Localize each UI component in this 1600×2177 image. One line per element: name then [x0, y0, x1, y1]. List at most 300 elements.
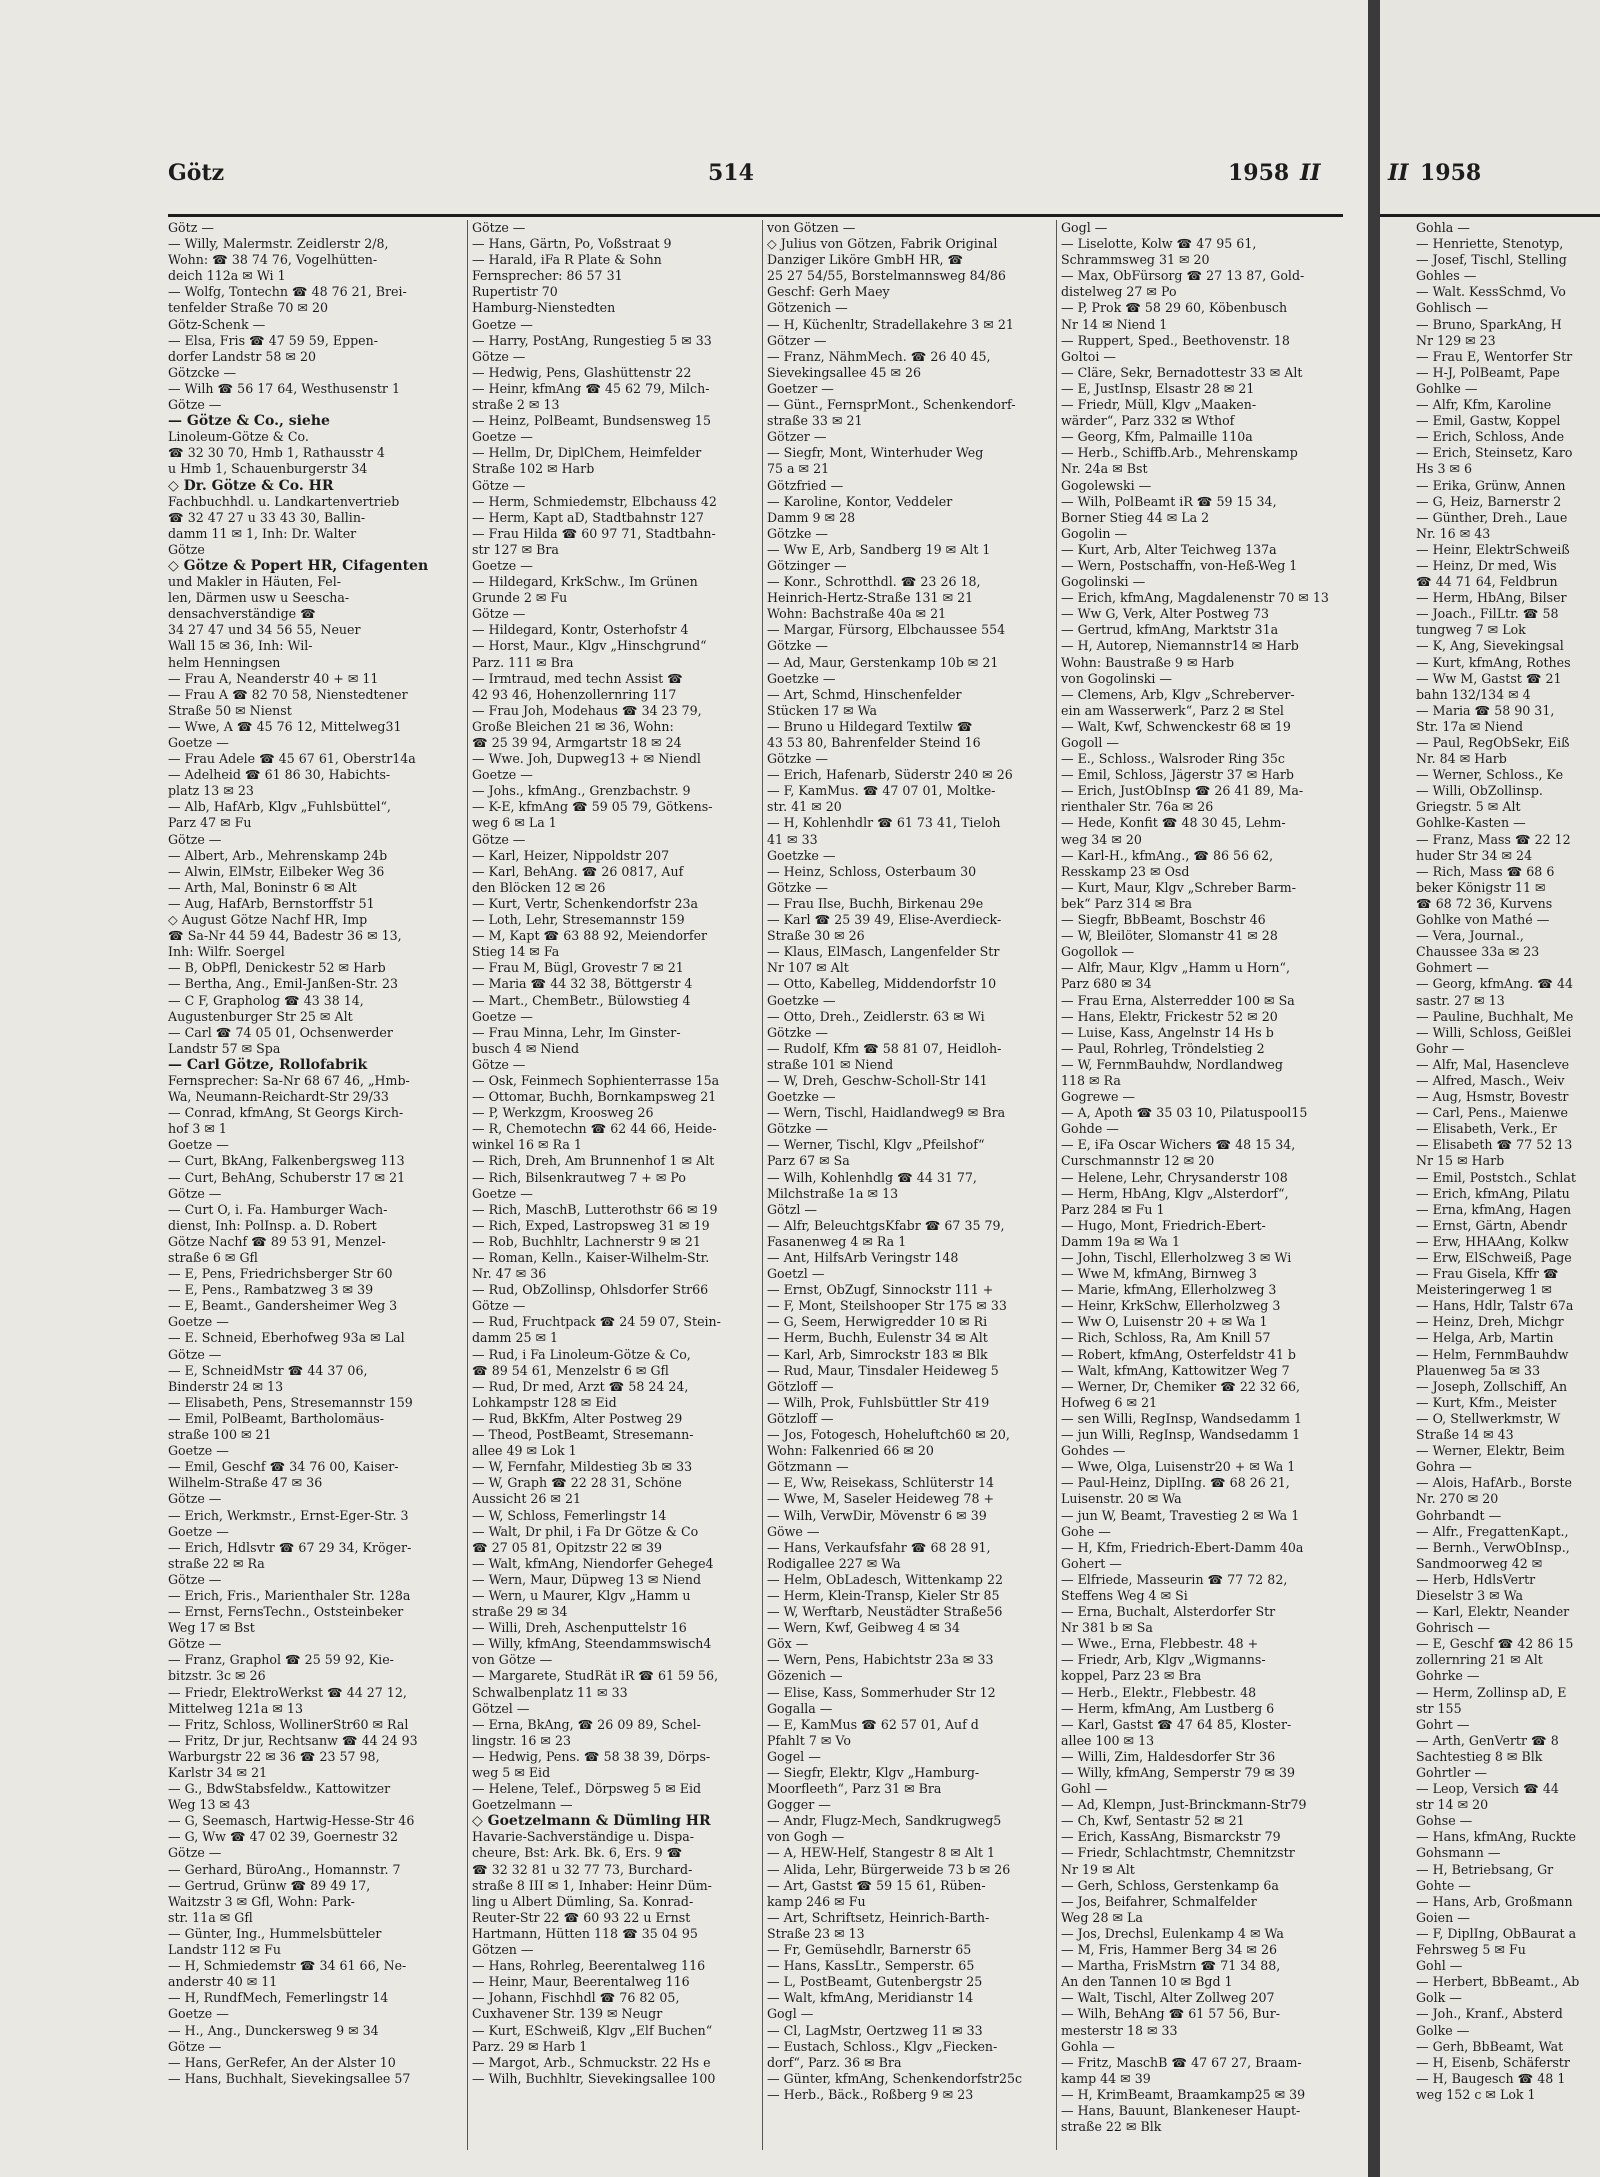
directory-entry-line: len, Därmen usw u Seescha-	[168, 590, 350, 606]
directory-entry-line: Borner Stieg 44 ✉ La 2	[1061, 509, 1210, 525]
directory-entry-line: Götzloff —	[767, 1410, 834, 1426]
directory-entry-line: — Margot, Arb., Schmuckstr. 22 Hs e	[472, 2054, 711, 2070]
column-divider	[1056, 220, 1057, 2150]
directory-entry-line: — Irmtraud, med techn Assist ☎	[472, 670, 683, 686]
directory-entry-line: — Maria ☎ 58 90 31,	[1416, 702, 1555, 718]
directory-entry-line: — Frau E, Wentorfer Str	[1416, 348, 1573, 364]
directory-entry-line: Götze —	[472, 606, 526, 622]
directory-entry-line: — Hildegard, KrkSchw., Im Grünen	[472, 574, 698, 590]
directory-entry-line: — Leop, Versich ☎ 44	[1416, 1781, 1559, 1797]
directory-entry-line: — Alfr, Kfm, Karoline	[1416, 397, 1552, 413]
directory-entry-line: Straße 50 ✉ Nienst	[168, 702, 292, 718]
directory-entry-line: Götzl —	[767, 1201, 817, 1217]
directory-entry-line: — Ottomar, Buchh, Bornkampsweg 21	[472, 1089, 717, 1105]
directory-entry-line: — Rudolf, Kfm ☎ 58 81 07, Heidloh-	[767, 1040, 1002, 1056]
directory-entry-line: str. 11a ✉ Gfl	[168, 1909, 253, 1925]
directory-entry-line: — Wwe, Olga, Luisenstr20 + ✉ Wa 1	[1061, 1459, 1296, 1475]
directory-entry-line: — Eustach, Schloss., Klgv „Fiecken-	[767, 2038, 998, 2054]
directory-entry-line: — Willy, kfmAng, Semperstr 79 ✉ 39	[1061, 1765, 1296, 1780]
directory-entry-line: — Helga, Arb, Martin	[1416, 1330, 1554, 1346]
directory-entry-line: Götzer —	[767, 332, 827, 348]
directory-entry-line: — Ad, Klempn, Just-Brinckmann-Str79	[1061, 1797, 1307, 1813]
directory-entry-line: — Walt, kfmAng, Niendorfer Gehege4	[472, 1555, 714, 1571]
directory-entry-line: Linoleum-Götze & Co.	[168, 429, 309, 445]
directory-entry-line: — Karoline, Kontor, Veddeler	[767, 493, 953, 509]
directory-entry-line: — Elisabeth, Pens, Stresemannstr 159	[168, 1394, 413, 1410]
directory-entry-line: — Günther, Dreh., Laue	[1416, 509, 1568, 525]
directory-entry-line: Goetze —	[168, 2006, 229, 2022]
directory-entry-line: Lohkampstr 128 ✉ Eid	[472, 1394, 617, 1410]
directory-entry-line: Götzenich —	[767, 300, 848, 316]
directory-entry-line: Götzke —	[767, 1024, 829, 1040]
directory-entry-line: — Rud, BkKfm, Alter Postweg 29	[472, 1410, 683, 1426]
directory-entry-line: Cuxhavener Str. 139 ✉ Neugr	[472, 2006, 663, 2022]
directory-entry-line: Nr. 16 ✉ 43	[1416, 525, 1491, 541]
directory-entry-line: allee 49 ✉ Lok 1	[472, 1443, 577, 1459]
directory-entry-line: Wohn: Falkenried 66 ✉ 20	[767, 1443, 934, 1459]
directory-entry-line: — H., Ang., Dunckersweg 9 ✉ 34	[168, 2022, 379, 2038]
directory-entry-line: weg 152 c ✉ Lok 1	[1416, 2086, 1536, 2102]
directory-entry-line: Goetzke —	[767, 992, 836, 1008]
directory-entry-line: — Rud, Maur, Tinsdaler Heideweg 5	[767, 1362, 999, 1378]
directory-entry-line: Golke —	[1416, 2022, 1470, 2038]
directory-entry-line: Nr 14 ✉ Niend 1	[1061, 316, 1168, 332]
directory-entry-line: Landstr 112 ✉ Fu	[168, 1942, 282, 1958]
directory-entry-line: — Günt., FernsprMont., Schenkendorf-	[767, 397, 1016, 413]
directory-entry-line: rienthaler Str. 76a ✉ 26	[1061, 799, 1214, 815]
column-4	[1061, 220, 1351, 2160]
column-3	[767, 220, 1052, 2160]
directory-entry-line: ◇ Götze & Popert HR, Cifagenten	[168, 557, 429, 574]
directory-entry-line: — Friedr, Schlachtmstr, Chemnitzstr	[1061, 1845, 1295, 1861]
directory-entry-line: Sachtestieg 8 ✉ Blk	[1416, 1748, 1543, 1764]
directory-entry-line: und Makler in Häuten, Fel-	[168, 574, 341, 590]
directory-entry-line: Goetze —	[168, 735, 229, 750]
directory-entry-line: — Emil, Gastw, Koppel	[1416, 413, 1561, 429]
directory-entry-line: — Rud, Fruchtpack ☎ 24 59 07, Stein-	[472, 1314, 721, 1330]
directory-entry-line: Nr. 84 ✉ Harb	[1416, 751, 1507, 767]
directory-entry-line: — Luise, Kass, Angelnstr 14 Hs b	[1061, 1024, 1274, 1040]
directory-entry-line: Hartmann, Hütten 118 ☎ 35 04 95	[472, 1925, 698, 1941]
directory-entry-line: von Götze —	[472, 1652, 553, 1668]
directory-entry-line: — Wwe M, kfmAng, Birnweg 3	[1061, 1266, 1257, 1282]
directory-entry-line: — Franz, Graphol ☎ 25 59 92, Kie-	[168, 1652, 394, 1668]
directory-entry-line: Binderstr 24 ✉ 13	[168, 1378, 284, 1394]
directory-entry-line: — Alfred, Masch., Weiv	[1416, 1072, 1565, 1088]
directory-entry-line: Götzke —	[767, 1121, 829, 1137]
directory-entry-line: Karlstr 34 ✉ 21	[168, 1765, 268, 1780]
directory-entry-line: Gohrbandt —	[1416, 1507, 1502, 1523]
directory-entry-line: busch 4 ✉ Niend	[472, 1040, 580, 1056]
directory-entry-line: — Herm, Buchh, Eulenstr 34 ✉ Alt	[767, 1330, 988, 1346]
directory-entry-line: — Erna, kfmAng, Hagen	[1416, 1201, 1572, 1217]
directory-entry-line: Götzke —	[767, 879, 829, 895]
directory-entry-line: Fernsprecher: Sa-Nr 68 67 46, „Hmb-	[168, 1072, 410, 1088]
directory-entry-line: deich 112a ✉ Wi 1	[168, 268, 286, 284]
directory-entry-line: Parz. 111 ✉ Bra	[472, 654, 574, 670]
directory-entry-line: — Erich, JustObInsp ☎ 26 41 89, Ma-	[1061, 783, 1304, 799]
directory-entry-line: Sievekingsallee 45 ✉ 26	[767, 364, 922, 380]
directory-entry-line: Götzmann —	[767, 1459, 849, 1475]
directory-entry-line: Milchstraße 1a ✉ 13	[767, 1185, 899, 1201]
directory-entry-line: — Karl ☎ 25 39 49, Elise-Averdieck-	[767, 912, 1002, 928]
directory-entry-line: — Heinr, Maur, Beerentalweg 116	[472, 1974, 690, 1990]
directory-entry-line: — H, Küchenltr, Stradellakehre 3 ✉ 21	[767, 316, 1014, 332]
directory-entry-line: — Erich, Steinsetz, Karo	[1416, 445, 1573, 461]
directory-entry-line: Goetze —	[472, 1185, 533, 1201]
directory-entry-line: 42 93 46, Hohenzollernring 117	[472, 686, 677, 702]
directory-entry-line: — Hans, Elektr, Frickestr 52 ✉ 20	[1061, 1008, 1278, 1024]
directory-entry-line: — H, Eisenb, Schäferstr	[1416, 2054, 1570, 2070]
directory-entry-line: — Adelheid ☎ 61 86 30, Habichts-	[168, 767, 391, 783]
directory-entry-line: — Carl, Pens., Maienwe	[1416, 1105, 1568, 1121]
directory-entry-line: Gohlke-Kasten —	[1416, 815, 1526, 831]
directory-entry-line: Goetzelmann —	[472, 1797, 573, 1813]
directory-entry-line: — Fritz, MaschB ☎ 47 67 27, Braam-	[1061, 2054, 1302, 2070]
directory-entry-line: — Rich, Bilsenkrautweg 7 + ✉ Po	[472, 1169, 686, 1185]
directory-entry-line: — Helm, ObLadesch, Wittenkamp 22	[767, 1571, 1004, 1587]
directory-entry-line: Goetzl —	[767, 1266, 825, 1282]
directory-entry-line: Goetze —	[168, 1314, 229, 1330]
directory-entry-line: Nr. 24a ✉ Bst	[1061, 461, 1148, 477]
directory-entry-line: — Frau Ilse, Buchh, Birkenau 29e	[767, 895, 984, 911]
directory-entry-line: — K, Ang, Sievekingsal	[1416, 638, 1564, 654]
directory-entry-line: mesterstr 18 ✉ 33	[1061, 2022, 1178, 2038]
directory-entry-line: Hofweg 6 ✉ 21	[1061, 1394, 1158, 1410]
directory-entry-line: Goetzke —	[767, 670, 836, 686]
directory-entry-line: — Wwe., Erna, Flebbestr. 48 +	[1061, 1636, 1259, 1652]
directory-entry-line: Heinrich-Hertz-Straße 131 ✉ 21	[767, 590, 974, 606]
directory-entry-line: — Curt, BehAng, Schuberstr 17 ✉ 21	[168, 1169, 406, 1185]
directory-entry-line: Götze —	[472, 1056, 526, 1072]
directory-entry-line: — F, Mont, Steilshooper Str 175 ✉ 33	[767, 1298, 1007, 1314]
directory-entry-line: Moorfleeth“, Parz 31 ✉ Bra	[767, 1781, 942, 1797]
directory-entry-line: — Klaus, ElMasch, Langenfelder Str	[767, 944, 1000, 960]
directory-entry-line: sastr. 27 ✉ 13	[1416, 992, 1505, 1008]
directory-entry-line: — Max, ObFürsorg ☎ 27 13 87, Gold-	[1061, 268, 1305, 284]
directory-entry-line: — H, RundfMech, Femerlingstr 14	[168, 1990, 389, 2006]
directory-entry-line: — Joh., Kranf., Absterd	[1416, 2006, 1563, 2022]
directory-entry-line: — Siegfr, Mont, Winterhuder Weg	[767, 445, 984, 461]
directory-entry-line: — G, Heiz, Barnerstr 2	[1416, 493, 1562, 509]
directory-entry-line: — Helm, FernmBauhdw	[1416, 1346, 1569, 1362]
directory-entry-line: — Herm, HbAng, Klgv „Alsterdorf“,	[1061, 1185, 1289, 1201]
directory-entry-line: Wohn: Bachstraße 40a ✉ 21	[767, 606, 947, 622]
directory-entry-line: — Heinr, KrkSchw, Ellerholzweg 3	[1061, 1298, 1281, 1314]
directory-entry-line: — E, iFa Oscar Wichers ☎ 48 15 34,	[1061, 1137, 1296, 1153]
directory-entry-line: Damm 19a ✉ Wa 1	[1061, 1233, 1180, 1249]
directory-entry-line: — Kurt, ESchweiß, Klgv „Elf Buchen“	[472, 2022, 713, 2038]
directory-entry-line: ☎ 32 30 70, Hmb 1, Rathausstr 4	[168, 445, 385, 461]
directory-entry-line: — W, Werftarb, Neustädter Straße56	[767, 1604, 1003, 1620]
directory-entry-line: Schwalbenplatz 11 ✉ 33	[472, 1684, 628, 1700]
directory-entry-line: Gohlke von Mathé —	[1416, 912, 1550, 928]
directory-entry-line: — Erich, KassAng, Bismarckstr 79	[1061, 1829, 1281, 1845]
directory-entry-line: — Curt O, i. Fa. Hamburger Wach-	[168, 1201, 388, 1217]
directory-entry-line: Str. 17a ✉ Niend	[1416, 718, 1524, 734]
directory-entry-line: Gohrt —	[1416, 1716, 1470, 1732]
directory-entry-line: — H, Baugesch ☎ 48 1	[1416, 2070, 1566, 2086]
directory-entry-line: — R, Chemotechn ☎ 62 44 66, Heide-	[472, 1121, 717, 1137]
directory-entry-line: — Ernst, Gärtn, Abendr	[1416, 1217, 1568, 1233]
directory-entry-line: Gogl —	[1061, 220, 1108, 235]
directory-entry-line: — Wilh, PolBeamt iR ☎ 59 15 34,	[1061, 493, 1277, 509]
directory-entry-line: Parz 680 ✉ 34	[1061, 976, 1152, 992]
directory-entry-line: Götze —	[472, 348, 526, 364]
directory-entry-line: — Vera, Journal.,	[1416, 928, 1524, 944]
directory-entry-line: Wall 15 ✉ 36, Inh: Wil-	[168, 638, 313, 654]
directory-entry-line: — Helene, Lehr, Chrysanderstr 108	[1061, 1169, 1288, 1185]
column-divider	[467, 220, 468, 2150]
directory-entry-line: Resskamp 23 ✉ Osd	[1061, 863, 1190, 879]
directory-entry-line: — Werner, Tischl, Klgv „Pfeilshof“	[767, 1137, 985, 1153]
directory-entry-line: — Hans, kfmAng, Ruckte	[1416, 1829, 1576, 1845]
directory-entry-line: weg 34 ✉ 20	[1061, 831, 1142, 847]
directory-entry-line: Götzer —	[767, 429, 827, 445]
directory-entry-line: — Wern, u Maurer, Klgv „Hamm u	[472, 1587, 691, 1603]
directory-entry-line: — Johs., kfmAng., Grenzbachstr. 9	[472, 783, 691, 799]
running-head-year: 1958	[1228, 160, 1290, 186]
directory-entry-line: — Alida, Lehr, Bürgerweide 73 b ✉ 26	[767, 1861, 1011, 1877]
directory-entry-line: — Jos, Drechsl, Eulenkamp 4 ✉ Wa	[1061, 1925, 1284, 1941]
directory-entry-line: ◇ August Götze Nachf HR, Imp	[168, 912, 368, 928]
directory-entry-line: Curschmannstr 12 ✉ 20	[1061, 1153, 1215, 1169]
directory-entry-line: Götzloff —	[767, 1378, 834, 1394]
directory-entry-line: — Werner, Elektr, Beim	[1416, 1443, 1565, 1459]
directory-entry-line: — Wilh ☎ 56 17 64, Westhusenstr 1	[168, 380, 400, 396]
column-2	[472, 220, 757, 2160]
directory-entry-line: Götze —	[472, 831, 526, 847]
directory-entry-line: — Georg, Kfm, Palmaille 110a	[1061, 429, 1253, 445]
directory-entry-line: damm 25 ✉ 1	[472, 1330, 559, 1346]
directory-entry-line: von Götzen —	[767, 220, 856, 235]
directory-entry-line: — E, Beamt., Gandersheimer Weg 3	[168, 1298, 398, 1314]
directory-entry-line: — Wern, Tischl, Haidlandweg9 ✉ Bra	[767, 1105, 1006, 1121]
directory-entry-line: Luisenstr. 20 ✉ Wa	[1061, 1491, 1182, 1507]
directory-entry-line: — Hedwig, Pens, Glashüttenstr 22	[472, 364, 692, 380]
directory-entry-line: — Frau Gisela, Kffr ☎	[1416, 1266, 1559, 1282]
directory-entry-line: — Paul-Heinz, DiplIng. ☎ 68 26 21,	[1061, 1475, 1290, 1491]
directory-entry-line: Gohl —	[1061, 1781, 1108, 1797]
directory-entry-line: — Wern, Kwf, Geibweg 4 ✉ 34	[767, 1620, 961, 1636]
directory-entry-line: ◇ Julius von Götzen, Fabrik Original	[767, 236, 998, 252]
directory-entry-line: Parz 47 ✉ Fu	[168, 815, 252, 831]
directory-entry-line: — Emil, Schloss, Jägerstr 37 ✉ Harb	[1061, 767, 1294, 783]
directory-entry-line: — Aug, Hsmstr, Bovestr	[1416, 1089, 1569, 1105]
directory-entry-line: — Ww O, Luisenstr 20 + ✉ Wa 1	[1061, 1314, 1268, 1330]
directory-entry-line: Gohr —	[1416, 1040, 1465, 1056]
directory-entry-line: bahn 132/134 ✉ 4	[1416, 686, 1531, 702]
directory-entry-line: — jun Willi, RegInsp, Wandsedamm 1	[1061, 1427, 1301, 1443]
directory-entry-line: 41 ✉ 33	[767, 831, 818, 847]
directory-entry-line: Wohn: ☎ 38 74 76, Vogelhütten-	[168, 252, 378, 268]
directory-entry-line: zollernring 21 ✉ Alt	[1416, 1652, 1543, 1668]
directory-entry-line: — Frau Erna, Alsterredder 100 ✉ Sa	[1061, 992, 1295, 1008]
directory-entry-line: — Heinz, Schloss, Osterbaum 30	[767, 863, 977, 879]
directory-entry-line: — Heinz, Dr med, Wis	[1416, 557, 1557, 573]
directory-entry-line: Nr. 47 ✉ 36	[472, 1266, 547, 1282]
directory-entry-line: — Günter, kfmAng, Schenkendorfstr25c	[767, 2070, 1023, 2086]
directory-entry-line: Götz-Schenk —	[168, 316, 266, 332]
directory-entry-line: Meisteringerweg 1 ✉	[1416, 1282, 1552, 1298]
page-number: 514	[708, 160, 754, 186]
directory-entry-line: — Alwin, ElMstr, Eilbeker Weg 36	[168, 863, 385, 879]
directory-entry-line: Nr. 270 ✉ 20	[1416, 1491, 1499, 1507]
directory-entry-line: — Elfriede, Masseurin ☎ 77 72 82,	[1061, 1571, 1288, 1587]
directory-entry-line: Goetze —	[472, 316, 533, 332]
directory-entry-line: — Wilh, BehAng ☎ 61 57 56, Bur-	[1061, 2006, 1281, 2022]
directory-entry-line: — Heinr, kfmAng ☎ 45 62 79, Milch-	[472, 380, 710, 396]
directory-entry-line: — Hildegard, Kontr, Osterhofstr 4	[472, 622, 689, 638]
directory-entry-line: Gogrewe —	[1061, 1089, 1136, 1105]
directory-entry-line: dienst, Inh: PolInsp. a. D. Robert	[168, 1217, 377, 1233]
directory-entry-line: — Rich, Dreh, Am Brunnenhof 1 ✉ Alt	[472, 1153, 715, 1169]
directory-entry-line: — Art, Schriftsetz, Heinrich-Barth-	[767, 1909, 990, 1925]
header-rule-right	[1380, 214, 1600, 217]
directory-entry-line: — B, ObPfl, Denickestr 52 ✉ Harb	[168, 960, 386, 976]
directory-entry-line: Gohrtler —	[1416, 1765, 1487, 1780]
directory-entry-line: 43 53 80, Bahrenfelder Steind 16	[767, 735, 981, 750]
directory-entry-line: Götzke —	[767, 638, 829, 654]
directory-entry-line: straße 6 ✉ Gfl	[168, 1250, 258, 1265]
directory-entry-line: — Wwe. Joh, Dupweg13 + ✉ Niendl	[472, 751, 701, 767]
directory-entry-line: beker Königstr 11 ✉	[1416, 879, 1546, 895]
directory-entry-line: — A, HEW-Helf, Stangestr 8 ✉ Alt 1	[767, 1845, 995, 1861]
column-divider	[762, 220, 763, 2150]
directory-entry-line: str 127 ✉ Bra	[472, 541, 559, 557]
directory-entry-line: — Bruno u Hildegard Textilw ☎	[767, 718, 973, 734]
directory-entry-line: — Emil, Poststch., Schlat	[1416, 1169, 1576, 1185]
directory-entry-line: — Herb., Elektr., Flebbestr. 48	[1061, 1684, 1257, 1700]
directory-entry-line: — E., Schloss., Walsroder Ring 35c	[1061, 751, 1285, 767]
directory-entry-line: — Wwe, A ☎ 45 76 12, Mittelweg31	[168, 718, 402, 734]
directory-entry-line: — Elisabeth, Verk., Er	[1416, 1121, 1557, 1137]
directory-entry-line: — W, Schloss, Femerlingstr 14	[472, 1507, 667, 1523]
directory-entry-line: Gohlisch —	[1416, 300, 1489, 316]
directory-entry-line: Havarie-Sachverständige u. Dispa-	[472, 1829, 695, 1845]
directory-entry-line: Gohles —	[1416, 268, 1477, 284]
directory-entry-line: Parz 284 ✉ Fu 1	[1061, 1201, 1165, 1217]
directory-entry-line: — Rich, MaschB, Lutterothstr 66 ✉ 19	[472, 1201, 718, 1217]
directory-entry-line: — Clemens, Arb, Klgv „Schreberver-	[1061, 686, 1295, 702]
directory-entry-line: — Georg, kfmAng. ☎ 44	[1416, 976, 1574, 992]
directory-entry-line: Götz —	[168, 220, 214, 235]
directory-entry-line: dorfer Landstr 58 ✉ 20	[168, 348, 317, 364]
directory-entry-line: — Franz, NähmMech. ☎ 26 40 45,	[767, 348, 991, 364]
directory-entry-line: — E, SchneidMstr ☎ 44 37 06,	[168, 1362, 368, 1378]
directory-entry-line: Goetzer —	[767, 380, 834, 396]
directory-entry-line: — Harry, PostAng, Rungestieg 5 ✉ 33	[472, 332, 712, 348]
directory-entry-line: — Albert, Arb., Mehrenskamp 24b	[168, 847, 388, 863]
directory-entry-line: Gogoll —	[1061, 735, 1119, 750]
directory-entry-line: — Margarete, StudRät iR ☎ 61 59 56,	[472, 1668, 719, 1684]
directory-entry-line: Pfahlt 7 ✉ Vo	[767, 1732, 851, 1748]
directory-entry-line: — Gerh, BbBeamt, Wat	[1416, 2038, 1564, 2054]
directory-entry-line: Parz 67 ✉ Sa	[767, 1153, 850, 1169]
directory-entry-line: Götze —	[168, 1491, 222, 1507]
directory-entry-line: — Joseph, Zollschiff, An	[1416, 1378, 1568, 1394]
directory-entry-line: — Willi, Dreh, Aschenputtelstr 16	[472, 1620, 687, 1636]
directory-entry-line: Rupertistr 70	[472, 284, 558, 300]
directory-entry-line: Götzen —	[472, 1942, 534, 1958]
directory-entry-line: — Kurt, Kfm., Meister	[1416, 1394, 1557, 1410]
directory-entry-line: — E, KamMus ☎ 62 57 01, Auf d	[767, 1716, 979, 1732]
directory-entry-line: — Mart., ChemBetr., Bülowstieg 4	[472, 992, 691, 1008]
directory-entry-line: — Wolfg, Tontechn ☎ 48 76 21, Brei-	[168, 284, 407, 300]
directory-entry-line: — Wilh, Buchhltr, Sievekingsallee 100	[472, 2070, 716, 2086]
directory-entry-line: — Otto, Kabelleg, Middendorfstr 10	[767, 976, 997, 992]
directory-entry-line: — Willi, Zim, Haldesdorfer Str 36	[1061, 1748, 1276, 1764]
directory-entry-line: Golk —	[1416, 1990, 1462, 2006]
directory-entry-line: — Emil, PolBeamt, Bartholomäus-	[168, 1410, 385, 1426]
directory-entry-line: Göx —	[767, 1636, 809, 1652]
directory-entry-line: Nr 15 ✉ Harb	[1416, 1153, 1505, 1169]
directory-entry-line: Gohse —	[1416, 1813, 1473, 1829]
directory-entry-line: Gohdes —	[1061, 1443, 1126, 1459]
directory-entry-line: Götzcke —	[168, 364, 237, 380]
directory-entry-line: — sen Willi, RegInsp, Wandsedamm 1	[1061, 1410, 1302, 1426]
running-head-year-right: 1958	[1420, 160, 1482, 186]
directory-entry-line: Waitzstr 3 ✉ Gfl, Wohn: Park-	[168, 1893, 355, 1909]
directory-entry-line: — Willi, ObZollinsp.	[1416, 783, 1543, 799]
directory-entry-line: — Otto, Dreh., Zeidlerstr. 63 ✉ Wi	[767, 1008, 985, 1024]
directory-entry-line: — Erna, Buchalt, Alsterdorfer Str	[1061, 1604, 1276, 1620]
directory-entry-line: densachverständige ☎	[168, 606, 316, 622]
directory-entry-line: — Wern, Pens, Habichtstr 23a ✉ 33	[767, 1652, 994, 1668]
directory-entry-line: — Erich, Schloss, Ande	[1416, 429, 1565, 445]
directory-entry-line: ☎ 27 05 81, Opitzstr 22 ✉ 39	[472, 1539, 663, 1555]
directory-entry-line: damm 11 ✉ 1, Inh: Dr. Walter	[168, 525, 357, 541]
directory-entry-line: Goetze —	[472, 767, 533, 783]
directory-entry-line: ☎ Sa-Nr 44 59 44, Badestr 36 ✉ 13,	[168, 928, 402, 944]
directory-entry-line: Weg 28 ✉ La	[1061, 1909, 1143, 1925]
directory-entry-line: — Walt, kfmAng, Kattowitzer Weg 7	[1061, 1362, 1290, 1378]
directory-entry-line: — Pauline, Buchhalt, Me	[1416, 1008, 1574, 1024]
directory-entry-line: 75 a ✉ 21	[767, 461, 830, 477]
directory-entry-line: Gohlke —	[1416, 380, 1478, 396]
directory-entry-line: — Wilh, VerwDir, Mövenstr 6 ✉ 39	[767, 1507, 987, 1523]
directory-entry-line: — H, KrimBeamt, Braamkamp25 ✉ 39	[1061, 2086, 1306, 2102]
directory-entry-line: Gogolewski —	[1061, 477, 1152, 493]
directory-entry-line: Gohla —	[1061, 2038, 1115, 2054]
directory-entry-line: Götze Nachf ☎ 89 53 91, Menzel-	[168, 1233, 386, 1249]
directory-entry-line: — F, DiplIng, ObBaurat a	[1416, 1925, 1577, 1941]
directory-entry-line: Landstr 57 ✉ Spa	[168, 1040, 281, 1056]
directory-entry-line: Götze —	[168, 1346, 222, 1362]
directory-entry-line: — Walt, Kwf, Schwenckestr 68 ✉ 19	[1061, 718, 1291, 734]
directory-entry-line: Große Bleichen 21 ✉ 36, Wohn:	[472, 718, 674, 734]
directory-entry-line: Götze —	[472, 477, 526, 493]
directory-entry-line: Stieg 14 ✉ Fa	[472, 944, 560, 960]
directory-entry-line: — Fritz, Dr jur, Rechtsanw ☎ 44 24 93	[168, 1732, 418, 1748]
directory-entry-line: — C F, Grapholog ☎ 43 38 14,	[168, 992, 364, 1008]
directory-entry-line: ling u Albert Dümling, Sa. Konrad-	[472, 1893, 694, 1909]
directory-entry-line: Plauenweg 5a ✉ 33	[1416, 1362, 1541, 1378]
directory-entry-line: ☎ 32 32 81 u 32 77 73, Burchard-	[472, 1861, 693, 1877]
directory-entry-line: Inh: Wilfr. Soergel	[168, 944, 285, 960]
directory-entry-line: u Hmb 1, Schauenburgerstr 34	[168, 461, 368, 477]
directory-entry-line: — Jos, Beifahrer, Schmalfelder	[1061, 1893, 1257, 1909]
directory-entry-line: Augustenburger Str 25 ✉ Alt	[168, 1008, 353, 1024]
directory-entry-line: — Gertrud, Grünw ☎ 89 49 17,	[168, 1877, 371, 1893]
directory-entry-line: — Kurt, kfmAng, Rothes	[1416, 654, 1571, 670]
directory-entry-line: — Arth, Mal, Boninstr 6 ✉ Alt	[168, 879, 357, 895]
directory-entry-line: tenfelder Straße 70 ✉ 20	[168, 300, 328, 316]
directory-entry-line: — Erich, kfmAng, Magdalenenstr 70 ✉ 13	[1061, 590, 1329, 606]
directory-entry-line: — Wwe, M, Saseler Heideweg 78 +	[767, 1491, 995, 1507]
directory-entry-line: — Horst, Maur., Klgv „Hinschgrund“	[472, 638, 707, 654]
directory-entry-line: — Gerhard, BüroAng., Homannstr. 7	[168, 1861, 401, 1877]
